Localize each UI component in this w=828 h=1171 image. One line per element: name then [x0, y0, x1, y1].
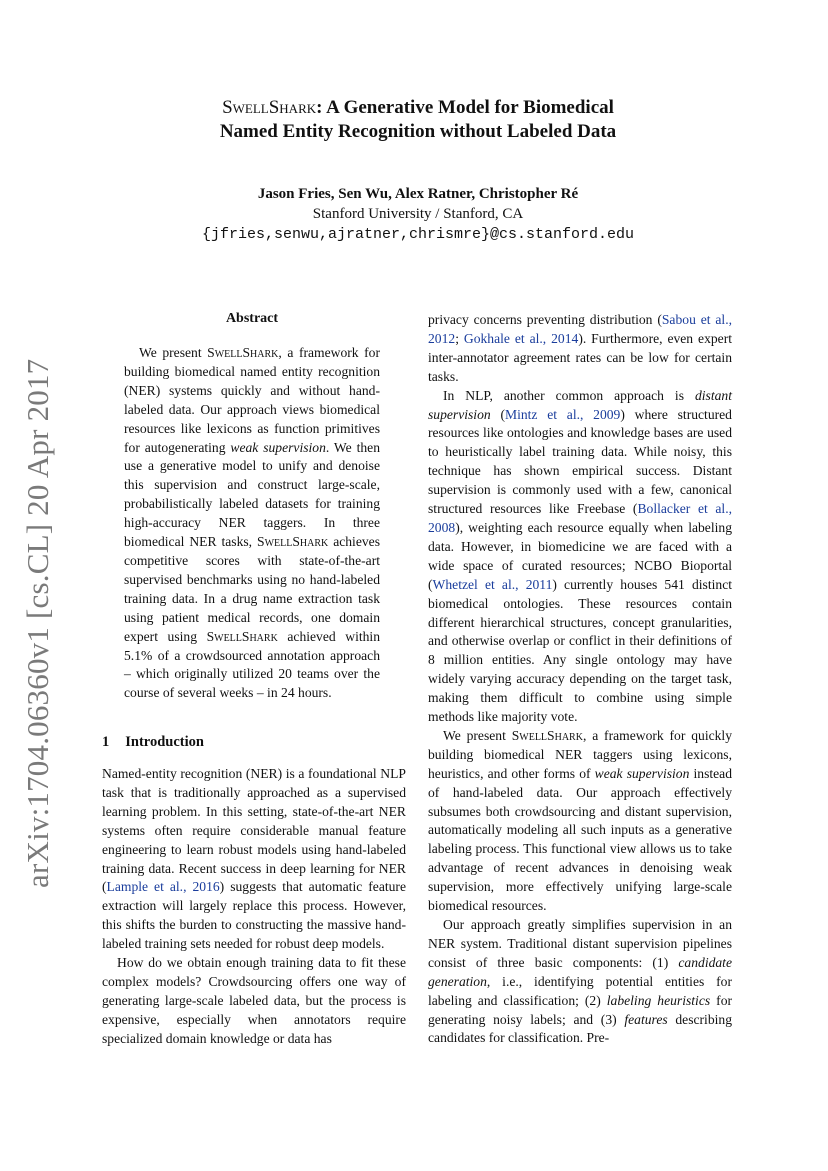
- system-name: SwellShark: [207, 345, 279, 360]
- text-run: instead of hand-labeled data. Our approach effectively subsumes both crowdsourcing and distant supervision, automatically modeling all such inputs as a generative labeling process. This functional view allows us to take advantage of recent advances in denoising weak supervision, more effectively unifying large-scale biomedical resources.: [428, 765, 733, 914]
- abstract-paragraph: [124, 344, 380, 703]
- text-run: ;: [455, 330, 464, 346]
- emphasis: distant supervision: [428, 387, 732, 422]
- citation-link[interactable]: Sabou et al., 2012: [428, 312, 733, 346]
- text-run: , a framework for quickly building biomedical NER taggers using lexicons, heuristics, and other forms of: [428, 727, 732, 781]
- emphasis: candidate generation: [428, 954, 732, 989]
- intro-right-column: [428, 311, 732, 1048]
- section-heading: [102, 734, 204, 751]
- system-name: SwellShark: [257, 534, 329, 550]
- text-run: ). Furthermore, even expert inter-annotator agreement rates can be low for certain tasks.: [428, 330, 732, 384]
- text-run: (: [490, 406, 505, 422]
- intro-paragraph-3: [428, 387, 732, 727]
- text-run: How do we obtain enough training data to fit these complex models? Crowdsourcing offers one way of generating large-scale labeled data, but the process is expensive, especially when annotators require specialized domain knowledge or data has: [102, 955, 406, 1046]
- section-title: Introduction: [125, 734, 204, 750]
- author-emails: {jfries,senwu,ajratner,chrismre}@cs.stanford.edu: [201, 226, 635, 243]
- abstract-heading: Abstract: [225, 311, 279, 326]
- text-run: Our approach greatly simplifies supervision in an NER system. Traditional distant supervision pipelines consist of three basic components: (1): [428, 917, 732, 970]
- text-run: We present: [443, 727, 512, 743]
- text-run: We present: [139, 345, 208, 360]
- title-block: [100, 96, 736, 246]
- text-run: privacy concerns preventing distribution (: [428, 312, 662, 327]
- citation-link[interactable]: Lample et al., 2016: [106, 879, 220, 895]
- section-number: 1: [102, 734, 110, 750]
- emphasis: weak supervision: [230, 439, 326, 455]
- text-run: Named-entity recognition (NER) is a foundational NLP task that is traditionally approached as a supervised learning problem. In this setting, state-of-the-art NER systems often require considerable manual feature engineering to learn robust models using hand-labeled training data. Recent success in deep learning for NER (: [102, 766, 406, 895]
- citation-link[interactable]: Bollacker et al., 2008: [428, 501, 733, 535]
- citation-link[interactable]: Mintz et al., 2009: [504, 406, 621, 422]
- intro-paragraph-4: [428, 727, 732, 916]
- text-run: achieves competitive scores with state-of-the-art supervised benchmarks using no hand-labeled training data. In a drug name extraction task using patient medical records, one domain expert using: [124, 534, 380, 644]
- text-run: achieved within 5.1% of a crowdsourced annotation approach – which originally utilized 20 teams over the course of several weeks – in 24 hours.: [124, 628, 380, 701]
- intro-paragraph-5: [428, 916, 732, 1048]
- author-list: Jason Fries, Sen Wu, Alex Ratner, Christopher Ré: [257, 186, 579, 202]
- text-run: ), weighting each resource equally when labeling data. However, in biomedicine we are faced with a wide space of curated resources; NCBO Bioportal (: [428, 519, 732, 592]
- text-run: ) suggests that automatic feature extraction will largely replace this process. However, this shifts the burden to constructing the massive hand-labeled training sets needed for robust deep models.: [102, 879, 406, 952]
- intro-paragraph-2-start: [102, 954, 406, 1049]
- system-name: SwellShark: [206, 628, 278, 644]
- arxiv-identifier: arXiv:1704.06360v1 [cs.CL] 20 Apr 2017: [20, 358, 55, 888]
- text-run: In NLP, another common approach is: [443, 387, 695, 403]
- text-run: , i.e., identifying potential entities for labeling and classification; (2): [428, 973, 732, 1008]
- title-line2: Named Entity Recognition without Labeled Data: [219, 121, 617, 142]
- text-run: describing candidates for classification. Pre-: [428, 1011, 732, 1046]
- affiliation: Stanford University / Stanford, CA: [312, 206, 524, 222]
- text-run: . We then use a generative model to unify and denoise this supervision and construct large-scale, probabilistically labeled datasets for training high-accuracy NER taggers. In three biomedical NER tasks,: [124, 439, 380, 550]
- intro-left-column: [102, 765, 406, 1049]
- intro-paragraph-1: [102, 765, 406, 954]
- citation-link[interactable]: Whetzel et al., 2011: [432, 576, 553, 592]
- emphasis: features: [624, 1011, 668, 1027]
- citation-link[interactable]: Gokhale et al., 2014: [463, 330, 579, 346]
- system-name: SwellShark: [511, 727, 583, 743]
- intro-paragraph-2-end: [428, 311, 732, 387]
- text-run: for generating noisy labels; and (3): [428, 992, 733, 1027]
- system-name: SwellShark: [222, 97, 317, 118]
- text-run: , a framework for building biomedical named entity recognition (NER) systems quickly and without hand-labeled data. Our approach views biomedical resources like lexicons as function primitives for autogenerating: [124, 345, 380, 455]
- text-run: ) currently houses 541 distinct biomedical ontologies. These resources contain different hierarchical structures, concept granularities, and otherwise overlap or conflict in their definitions of 8 million entities. Any single ontology may have widely varying accuracy depending on the target task, making them difficult to combine using simple methods like majority vote.: [428, 576, 732, 725]
- text-run: ) where structured resources like ontologies and knowledge bases are used to heuristically label training data. While noisy, this technique has shown empirical success. Distant supervision is commonly used with a few, canonical structured resources like Freebase (: [428, 406, 732, 517]
- emphasis: labeling heuristics: [606, 992, 711, 1008]
- title-line1: : A Generative Model for Biomedical: [316, 97, 614, 118]
- abstract-body: [124, 344, 380, 703]
- emphasis: weak supervision: [594, 765, 690, 781]
- paper-title: [100, 96, 736, 144]
